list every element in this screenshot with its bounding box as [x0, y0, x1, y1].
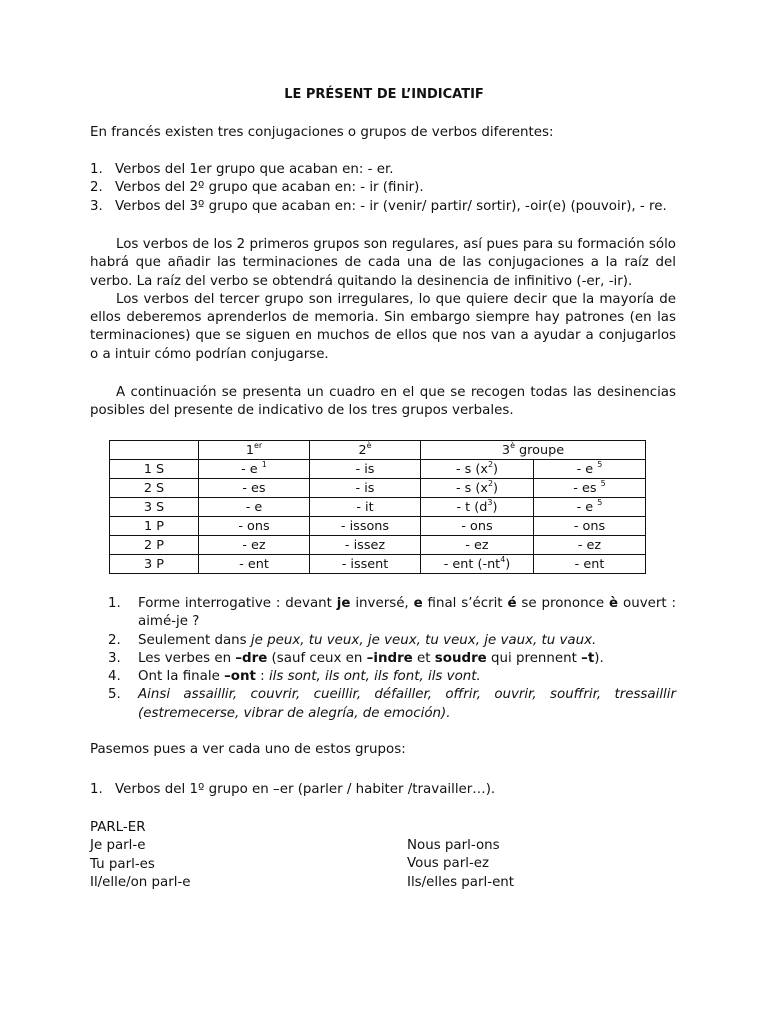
group2-cell: - issent	[310, 555, 421, 574]
footnote-item	[108, 686, 676, 723]
group3a-cell: - s $(x^2)$	[421, 479, 534, 498]
footnote-number: 4.	[108, 669, 121, 685]
list-text: Verbos del 1er grupo que acaban en: - er.	[115, 162, 394, 177]
table-row	[110, 460, 646, 479]
list-item	[90, 198, 676, 216]
group3b-cell: - e $^5$	[534, 460, 646, 479]
footnote-item	[108, 650, 676, 668]
group3a-cell: - ent $(-nt^4)$	[421, 555, 534, 574]
list-item	[90, 161, 676, 179]
group1-cell: - ons	[199, 517, 310, 536]
footnote-text: Ainsi assaillir, couvrir, cueillir, défailler, offrir, ouvrir, souffrir, tressaillir (estremecerse, vibrar de alegría, de emoción).	[138, 687, 676, 721]
table-header-row	[110, 441, 646, 460]
list-text: Verbos del 1º grupo en –er (parler / habiter /travailler…).	[115, 782, 496, 797]
group1-cell: - ez	[199, 536, 310, 555]
list-text: Verbos del 2º grupo que acaban en: - ir (finir).	[115, 180, 424, 196]
group1-cell: - es	[199, 479, 310, 498]
table-row	[110, 517, 646, 536]
footnote-item	[108, 632, 676, 650]
list-text: Verbos del 3º grupo que acaban en: - ir (venir/ partir/ sortir), -oir(e) (pouvoir), - re.	[115, 198, 667, 214]
footnotes-list	[108, 595, 676, 723]
table-header-group1: 1er	[199, 441, 310, 460]
group3a-cell: - ons	[421, 517, 534, 536]
paragraph-table-intro: A continuación se presenta un cuadro en el que se recogen todas las desinencias posibles del presente de indicativo de los tres grupos verbales.	[90, 385, 676, 419]
person-cell: 3 S	[110, 498, 199, 517]
group3a-cell: - s $(x^2)$	[421, 460, 534, 479]
group2-cell: - issez	[310, 536, 421, 555]
table-header-group2: $2^è$	[310, 441, 421, 460]
group3b-cell: - e $^5$	[534, 498, 646, 517]
group3b-cell: - ez	[534, 536, 646, 555]
footnote-text: Seulement dans je peux, tu veux, je veux, tu veux, je vaux, tu vaux.	[138, 632, 597, 648]
list-number: 2.	[90, 180, 103, 196]
page-title: LE PRÉSENT DE L’INDICATIF	[284, 87, 484, 102]
list-number: 1.	[90, 162, 103, 177]
conjugation-plural	[407, 837, 514, 892]
conjugation-line: Ils/elles parl-ent	[407, 874, 515, 890]
groups-list	[90, 161, 676, 216]
endings-table	[109, 440, 646, 574]
group3a-cell: - t $(d^3)$	[421, 498, 534, 517]
conjugation-singular	[90, 837, 676, 892]
paragraph-irregular-verbs: Los verbos del tercer grupo son irregulares, lo que quiere decir que la mayoría de ellos deberemos aprenderlos de memoria. Sin embargo siempre hay patrones (en las terminaciones) que se siguen en muchos de ellos que nos van a ayudar a conjugarlos o a intuir cómo podrían conjugarse.	[90, 291, 676, 362]
pasemos-text: Pasemos pues a ver cada uno de estos grupos:	[90, 742, 406, 757]
footnote-number: 2.	[108, 632, 121, 648]
table-row	[110, 498, 646, 517]
table-header-group3: $3^è$ groupe	[421, 441, 646, 460]
person-cell: 3 P	[110, 555, 199, 574]
conjugation-line: Nous parl-ons	[407, 838, 500, 853]
group1-heading	[90, 781, 676, 799]
group3b-cell: - ons	[534, 517, 646, 536]
group1-cell: - e	[199, 498, 310, 517]
group2-cell: - issons	[310, 517, 421, 536]
footnote-number: 5.	[108, 687, 121, 703]
paragraph-regular-verbs: Los verbos de los 2 primeros grupos son regulares, así pues para su formación sólo habrá que añadir las terminaciones de cada una de las conjugaciones a la raíz del verbo. La raíz del verbo se obtendrá quitando la desinencia de infinitivo (-er, -ir).	[90, 237, 676, 289]
person-cell: 2 S	[110, 479, 199, 498]
group2-cell: - it	[310, 498, 421, 517]
group1-cell: - ent	[199, 555, 310, 574]
footnote-text: Forme interrogative : devant je inversé, e final s’écrit é se prononce è ouvert : aimé-je ?	[138, 596, 676, 630]
footnote-item	[108, 595, 676, 632]
list-number: 3.	[90, 198, 103, 214]
list-number: 1.	[90, 782, 103, 797]
table-row	[110, 536, 646, 555]
person-cell: 2 P	[110, 536, 199, 555]
group3b-cell: - es $^5$	[534, 479, 646, 498]
conjugation-line: Je parl-e	[90, 838, 146, 854]
group3b-cell: - ent	[534, 555, 646, 574]
conjugation-block	[90, 819, 676, 892]
table-row	[110, 479, 646, 498]
footnote-text: Les verbes en –dre (sauf ceux en –indre et soudre qui prennent –t).	[138, 650, 604, 666]
body-paragraphs	[90, 236, 676, 364]
group2-cell: - is	[310, 460, 421, 479]
footnote-number: 1.	[108, 596, 121, 611]
footnote-text: Ont la finale –ont : ils sont, ils ont, ils font, ils vont.	[138, 669, 481, 685]
list-item	[90, 179, 676, 197]
table-header-empty	[110, 441, 199, 460]
conjugation-line: Tu parl-es	[90, 856, 155, 872]
table-row	[110, 555, 646, 574]
conjugation-line: Vous parl-ez	[407, 856, 490, 872]
group1-cell: - e $^1$	[199, 460, 310, 479]
verb-stem: PARL-ER	[90, 820, 146, 835]
person-cell: 1 P	[110, 517, 199, 536]
person-cell: 1 S	[110, 460, 199, 479]
footnote-item	[108, 668, 676, 686]
group3a-cell: - ez	[421, 536, 534, 555]
footnote-number: 3.	[108, 650, 121, 666]
group2-cell: - is	[310, 479, 421, 498]
intro-text: En francés existen tres conjugaciones o grupos de verbos diferentes:	[90, 125, 554, 140]
conjugation-line: Il/elle/on parl-e	[90, 874, 191, 890]
